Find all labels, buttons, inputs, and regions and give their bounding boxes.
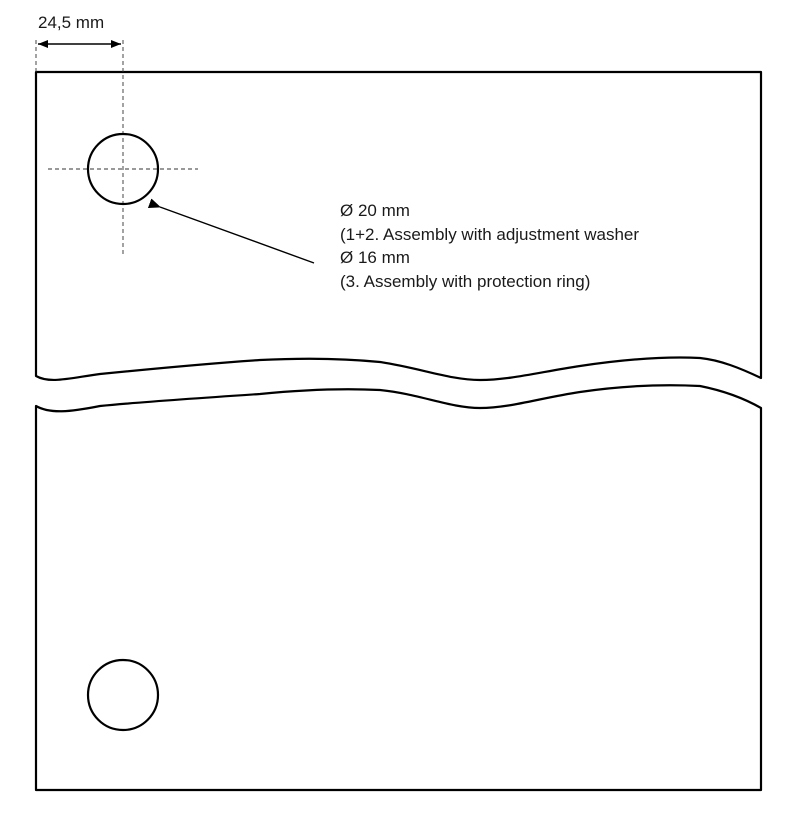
- callout-leader-arrow: [160, 207, 314, 263]
- lower-panel-outline: [36, 385, 761, 790]
- callout-line-assembly-ring: (3. Assembly with protection ring): [340, 272, 591, 291]
- callout-line-diameter-16: Ø 16 mm: [340, 248, 410, 267]
- callout-line-diameter-20: Ø 20 mm: [340, 201, 410, 220]
- lower-hole: [88, 660, 158, 730]
- offset-dimension-label: 24,5 mm: [38, 13, 105, 32]
- callout-line-assembly-washer: (1+2. Assembly with adjustment washer: [340, 225, 640, 244]
